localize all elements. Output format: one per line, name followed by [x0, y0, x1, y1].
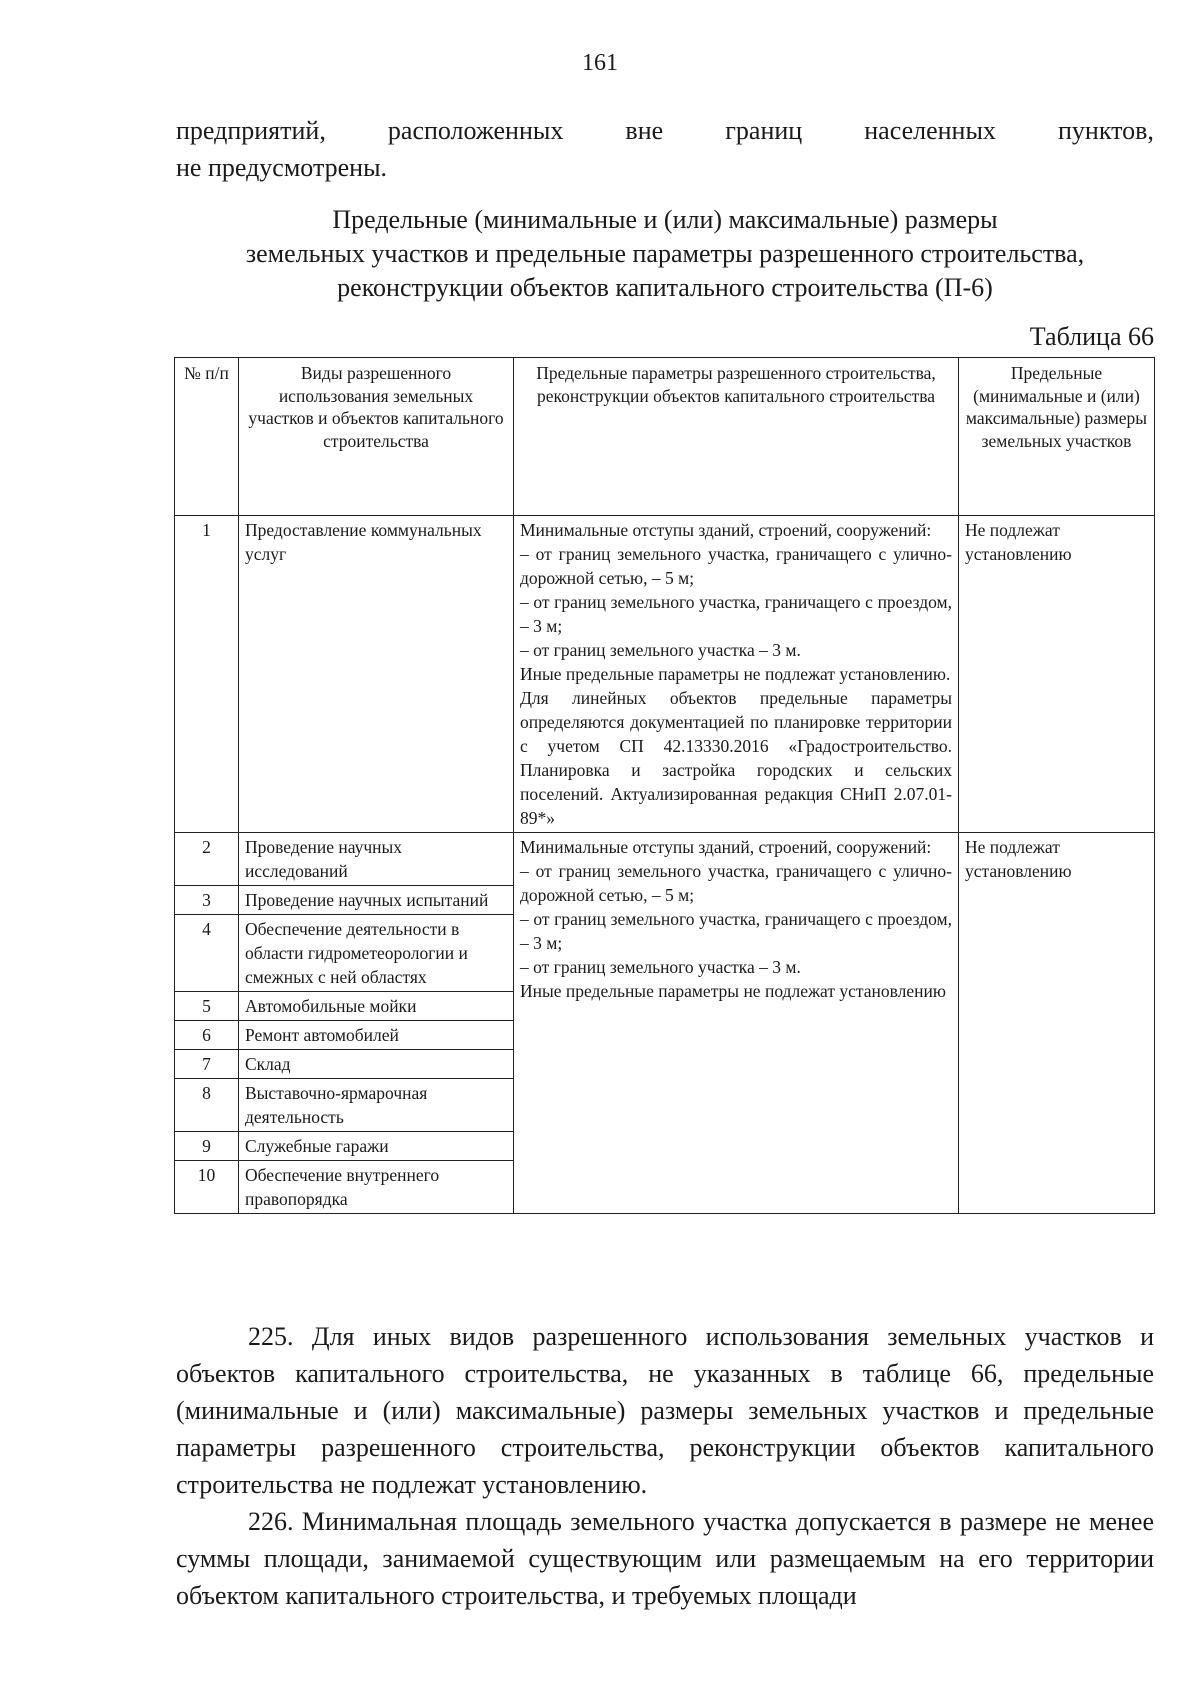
heading-line-3: реконструкции объектов капитального строительства (П-6)	[337, 273, 993, 302]
param-line: Для линейных объектов предельные параметры определяются документацией по планировке территории с учетом СП 42.13330.2016 «Градостроительство. Планировка и застройка городских и сельских поселений. Актуализированная редакция СНиП 2.07.01-89*»	[520, 688, 952, 828]
row-number: 4	[175, 915, 239, 992]
table-header-row	[175, 358, 1155, 516]
table-row	[175, 833, 1155, 886]
body-text	[176, 1318, 1154, 1614]
group-sizes: Не подлежат установлению	[959, 833, 1155, 1214]
intro-paragraph	[176, 112, 1154, 186]
paragraph-225: 225. Для иных видов разрешенного использования земельных участков и объектов капитального строительства, не указанных в таблице 66, предельные (минимальные и (или) максимальные) размеры земельных участков и предельные параметры разрешенного строительства, реконструкции объектов капитального строительства не подлежат установлению.	[176, 1322, 1154, 1499]
intro-word: границ	[725, 116, 803, 145]
row-number: 6	[175, 1021, 239, 1050]
parameters-table	[174, 357, 1155, 1214]
intro-line-1	[176, 112, 1154, 149]
row-use: Ремонт автомобилей	[239, 1021, 514, 1050]
row-use: Проведение научных исследований	[239, 833, 514, 886]
header-use: Виды разрешенного использования земельных участков и объектов капитального строительства	[239, 358, 514, 516]
paragraph-226: 226. Минимальная площадь земельного участка допускается в размере не менее суммы площади, занимаемой существующим или размещаемым на его территории объектом капитального строительства, и требуемых площади	[176, 1507, 1154, 1610]
row-number: 7	[175, 1050, 239, 1079]
param-line: – от границ земельного участка, граничащего с проездом, – 3 м;	[520, 909, 952, 953]
intro-word: населенных	[864, 116, 996, 145]
row-number: 3	[175, 886, 239, 915]
param-line: – от границ земельного участка, граничащего с улично-дорожной сетью, – 5 м;	[520, 861, 952, 905]
row-use: Служебные гаражи	[239, 1132, 514, 1161]
row-use: Склад	[239, 1050, 514, 1079]
intro-word: расположенных	[387, 116, 564, 145]
row-number: 1	[175, 516, 239, 833]
row-sizes: Не подлежат установлению	[959, 516, 1155, 833]
param-line: – от границ земельного участка, граничащего с улично-дорожной сетью, – 5 м;	[520, 544, 952, 588]
table-caption: Таблица 66	[1029, 322, 1154, 351]
row-use: Автомобильные мойки	[239, 992, 514, 1021]
intro-line-2: не предусмотрены.	[176, 153, 388, 182]
param-line: Иные предельные параметры не подлежат установлению.	[520, 664, 951, 684]
param-line: – от границ земельного участка, граничащего с проездом, – 3 м;	[520, 592, 952, 636]
param-line: Минимальные отступы зданий, строений, сооружений:	[520, 520, 932, 540]
row-use: Предоставление коммунальных услуг	[239, 516, 514, 833]
group-params	[514, 833, 959, 1214]
row-use: Обеспечение внутреннего правопорядка	[239, 1161, 514, 1214]
row-number: 8	[175, 1079, 239, 1132]
document-heading	[176, 203, 1154, 305]
heading-line-1: Предельные (минимальные и (или) максимальные) размеры	[332, 205, 998, 234]
header-sizes: Предельные (минимальные и (или) максимальные) размеры земельных участков	[959, 358, 1155, 516]
header-params: Предельные параметры разрешенного строительства, реконструкции объектов капитального строительства	[514, 358, 959, 516]
row-use: Выставочно-ярмарочная деятельность	[239, 1079, 514, 1132]
row-number: 5	[175, 992, 239, 1021]
intro-word: предприятий,	[176, 116, 326, 145]
param-line: – от границ земельного участка – 3 м.	[520, 957, 801, 977]
table-row	[175, 516, 1155, 833]
row-use: Обеспечение деятельности в области гидрометеорологии и смежных с ней областях	[239, 915, 514, 992]
intro-word: вне	[625, 116, 664, 145]
param-line: Иные предельные параметры не подлежат установлению	[520, 981, 946, 1001]
intro-word: пунктов,	[1058, 116, 1154, 145]
heading-line-2: земельных участков и предельные параметры разрешенного строительства,	[245, 239, 1085, 268]
param-line: – от границ земельного участка – 3 м.	[520, 640, 801, 660]
param-line: Минимальные отступы зданий, строений, сооружений:	[520, 837, 932, 857]
row-params	[514, 516, 959, 833]
row-use: Проведение научных испытаний	[239, 886, 514, 915]
page-number: 161	[582, 50, 618, 76]
row-number: 10	[175, 1161, 239, 1214]
row-number: 9	[175, 1132, 239, 1161]
header-num: № п/п	[175, 358, 239, 516]
row-number: 2	[175, 833, 239, 886]
